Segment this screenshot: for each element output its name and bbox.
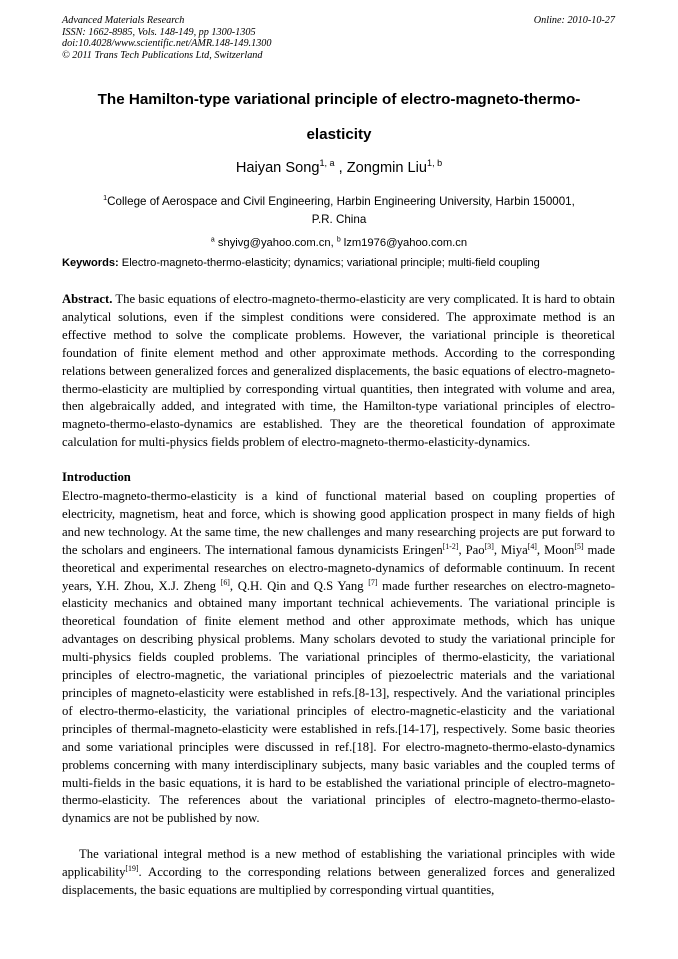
journal-name: Advanced Materials Research	[62, 15, 185, 26]
citation[interactable]: [4]	[527, 541, 537, 551]
introduction-paragraph-1	[62, 488, 615, 828]
paper-title-line1: The Hamilton-type variational principle of electro-magneto-thermo-	[97, 91, 581, 108]
abstract-label: Abstract.	[62, 292, 113, 306]
paragraph-text: , Q.H. Qin and Q.S Yang	[229, 578, 369, 593]
introduction-paragraph-2	[62, 846, 615, 900]
copyright-line: © 2011 Trans Tech Publications Ltd, Switzerland	[62, 49, 263, 61]
email-mark: a	[210, 236, 215, 244]
section-heading-introduction: Introduction	[62, 470, 131, 484]
paragraph-text: , Miya	[493, 542, 528, 557]
affiliation-text: College of Aerospace and Civil Engineering, Harbin Engineering University, Harbin 150001,	[107, 195, 575, 208]
keywords-text: Electro-magneto-thermo-elasticity; dynamics; variational principle; multi-field coupling	[118, 257, 540, 269]
citation[interactable]: [19]	[125, 863, 139, 873]
issn-line: ISSN: 1662-8985, Vols. 148-149, pp 1300-1305	[62, 26, 256, 38]
abstract-text: The basic equations of electro-magneto-thermo-elasticity are very complicated. It is hard to obtain analytical solutions, even if the simplest conditions were considered. The approximate method is an effective method to solve the complicate problems. However, the variational principle is theoretical foundation of finite element method and other approximate methods. According to the corresponding relations between generalized forces and generalized displacements, the basic equations of electro-magneto-thermo-elasticity are multiplied by corresponding virtual quantities, then integrated with volume and area, then algebraically added, and integrated with time, the Hamilton-type variational principles of electro-magneto-thermo-elasto-dynamics are established. They are the theoretical foundation of approximate calculation for multi-physics fields problem of electro-magneto-thermo-elasticity-dynamics.	[62, 292, 615, 450]
author-affiliation-mark: 1, a	[319, 158, 335, 169]
affiliation-line2: P.R. China	[311, 213, 367, 226]
affiliation-mark: 1	[103, 193, 108, 203]
abstract-paragraph	[62, 291, 615, 452]
paper-title-line2: elasticity	[306, 126, 372, 143]
paragraph-text: , Moon	[536, 542, 575, 557]
doi-line: doi:10.4028/www.scientific.net/AMR.148-149.1300	[62, 38, 272, 50]
email-mark: b	[336, 236, 341, 244]
online-date: Online: 2010-10-27	[533, 15, 615, 26]
author-name: Haiyan Song	[235, 160, 320, 176]
citation[interactable]: [3]	[484, 541, 494, 551]
author-list	[62, 160, 616, 176]
paragraph-text: made further researches on electro-magneto-elasticity mechanics and obtained many important technical achievements. The variational principle is theoretical foundation of finite element method and other approximate methods, which has unique advantages on describing physical problems. Many scholars devoted to study the variational principle for multi-physics fields coupled problems. The variational principles of thermo-elasticity, the variational principles of electro-magnetic, the variational principles of piezoelectric materials and the variational principles of magneto-elasticity were established in refs.[8-13], respectively. And the variational principles of electro-thermo-elasticity, the variational principles of electro-magnetic-elasticity and the variational principles of thermal-magneto-elasticity were established in refs.[14-17], respectively. Some basic theories and some variational principles were discussed in ref.[18]. For electro-magneto-thermo-elasto-dynamics problems concerning with many interdisciplinary subjects, many basic variables and the coupled terms of multi-fields in the basic equations, it is hard to be established the variational principle of electro-magneto-thermo-elasticity. The references about the variational principles of electro-magneto-thermo-elasto-dynamics are not be published by now.	[62, 578, 615, 826]
email-link[interactable]: shyivg@yahoo.com.cn,	[217, 237, 334, 249]
paragraph-text: , Pao	[458, 542, 485, 557]
email-link[interactable]: lzm1976@yahoo.com.cn	[343, 237, 468, 249]
citation[interactable]: [5]	[574, 541, 584, 551]
affiliation-line1	[62, 195, 616, 208]
author-name: Zongmin Liu	[346, 160, 428, 176]
paragraph-text: Electro-magneto-thermo-elasticity is a kind of functional material based on coupling properties of electricity, magnetism, heat and force, which is showing good application prospect in many fields of high and new technology. At the same time, the new challenges and many researching projects are put forward to the scholars and engineers. The international famous dynamicists Eringen	[62, 489, 615, 557]
citation[interactable]: [7]	[368, 577, 378, 587]
paragraph-text: made theoretical and experimental researches on electro-magneto-dynamics of deformable continuum. In recent years, Y.H. Zhou, X.J. Zheng	[62, 542, 616, 593]
author-emails	[62, 237, 616, 249]
keywords-line	[62, 257, 622, 269]
author-affiliation-mark: 1, b	[427, 158, 443, 169]
keywords-label: Keywords:	[62, 257, 119, 269]
paragraph-text: The variational integral method is a new method of establishing the variational principles with wide applicability	[62, 847, 615, 879]
author-separator: ,	[334, 160, 347, 176]
paragraph-text: . According to the corresponding relations between generalized forces and generalized displacements, the basic equations are multiplied by corresponding virtual quantities,	[62, 864, 615, 897]
citation[interactable]: [1-2]	[442, 541, 459, 551]
citation[interactable]: [6]	[220, 577, 230, 587]
journal-header	[62, 15, 271, 61]
